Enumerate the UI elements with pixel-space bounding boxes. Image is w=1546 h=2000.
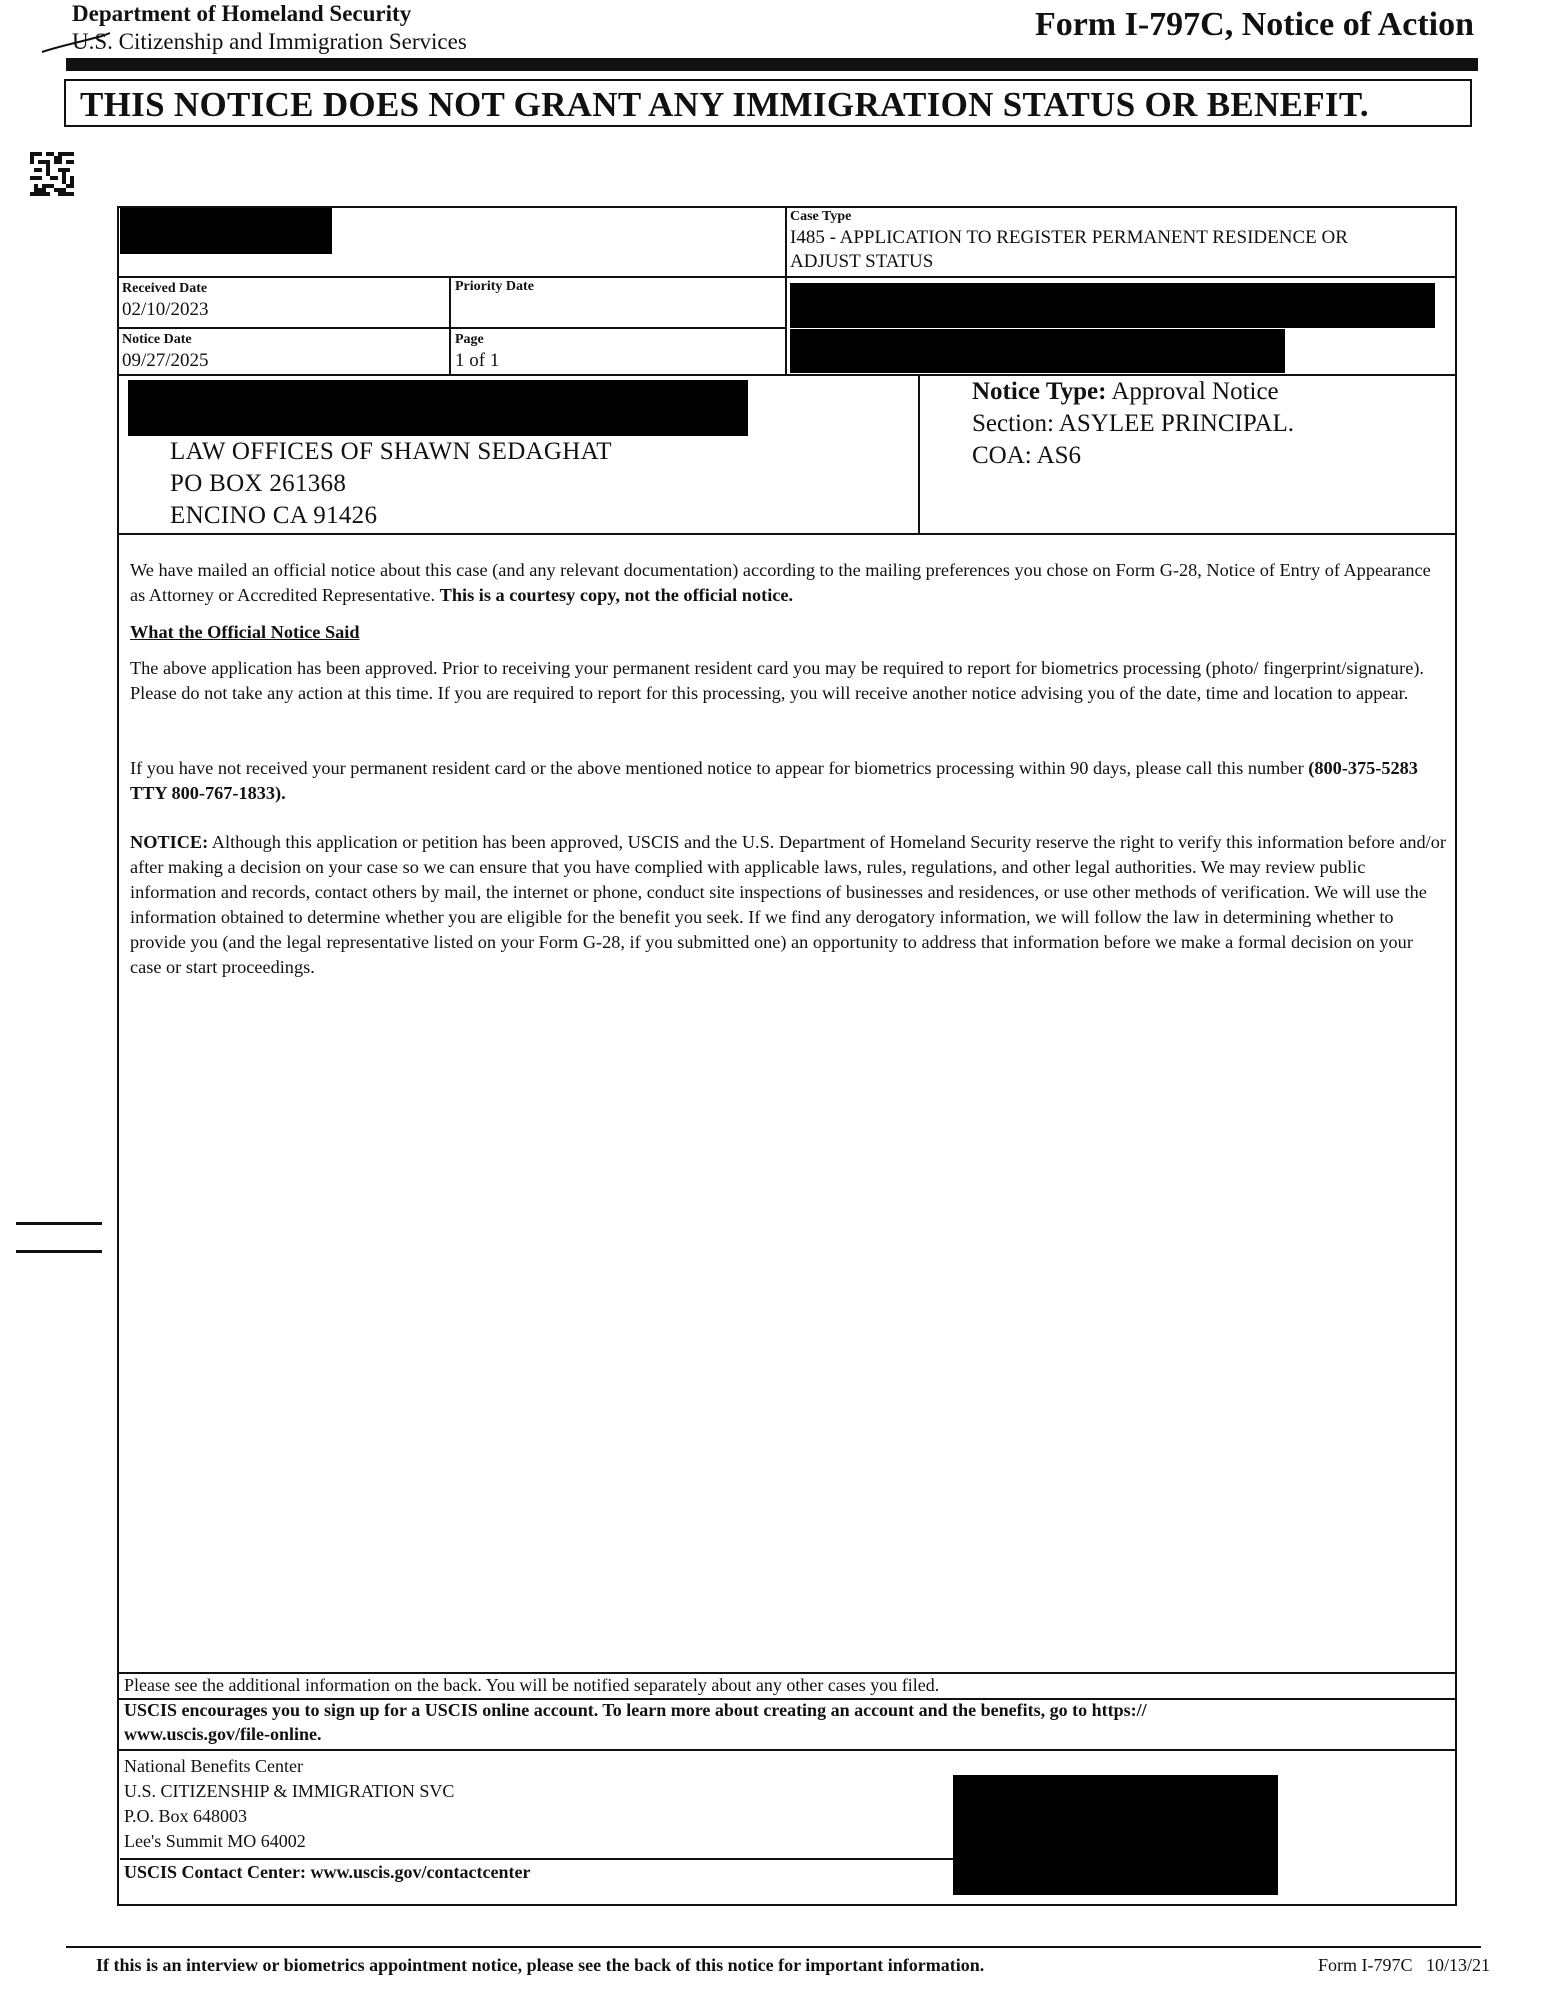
grid-line <box>117 533 1457 535</box>
notice-section: Section: ASYLEE PRINCIPAL. <box>972 410 1295 437</box>
grid-line <box>449 276 451 376</box>
online-account-line2: www.uscis.gov/file-online. <box>124 1724 322 1744</box>
notice-date-label: Notice Date <box>122 332 192 347</box>
notice-type <box>972 376 1279 408</box>
office-line4: Lee's Summit MO 64002 <box>124 1831 306 1851</box>
office-line2: U.S. CITIZENSHIP & IMMIGRATION SVC <box>124 1781 455 1801</box>
grid-line <box>785 206 787 376</box>
redacted-block <box>790 329 1285 373</box>
addressee-line3: ENCINO CA 91426 <box>170 502 378 529</box>
form-title: Form I-797C, Notice of Action <box>1034 6 1474 43</box>
barcode-icon <box>30 152 74 196</box>
header-rule <box>66 58 1478 71</box>
page-label: Page <box>455 332 484 347</box>
margin-mark <box>16 1222 102 1225</box>
redacted-block <box>128 380 748 436</box>
redacted-block <box>790 283 1435 328</box>
case-type-line2: ADJUST STATUS <box>790 251 934 272</box>
card-paragraph <box>130 756 1446 806</box>
grid-line <box>117 327 787 329</box>
footer-rule <box>66 1946 1481 1948</box>
notice-paragraph <box>130 830 1446 980</box>
received-date-label: Received Date <box>122 281 208 296</box>
card-text: If you have not received your permanent resident card or the above mentioned notice to appear for biometrics processing within 90 days, please call this number <box>130 758 1304 778</box>
contact-center: USCIS Contact Center: www.uscis.gov/contactcenter <box>124 1862 531 1882</box>
notice-type-label: Notice Type: <box>972 378 1107 405</box>
agency-name: Department of Homeland Security <box>72 1 412 26</box>
addressee-line2: PO BOX 261368 <box>170 470 347 497</box>
grid-line <box>785 276 1457 278</box>
courtesy-paragraph <box>130 558 1446 608</box>
notice-type-value: Approval Notice <box>1111 378 1279 405</box>
notice-text: Although this application or petition has been approved, USCIS and the U.S. Department of Homeland Security reserve the right to verify this information before and/or after making a decision on your case so we can ensure that you have complied with applicable laws, rules, regulations, and other legal authorities. We may review public information and records, contact others by mail, the internet or phone, conduct site inspections of businesses and residences, or use other methods of verification. We will use the information obtained to determine whether you are eligible for the benefit you seek. If we find any derogatory information, we will follow the law in determining whether to provide you (and the legal representative listed on your Form G-28, if you submitted one) an opportunity to address that information before we make a formal decision on your case or start proceedings. <box>130 832 1446 977</box>
redacted-block <box>953 1775 1278 1895</box>
form-id: Form I-797C 10/13/21 <box>1317 1955 1490 1975</box>
office-line3: P.O. Box 648003 <box>124 1806 248 1826</box>
pen-strike-mark <box>40 30 120 56</box>
addressee-line1: LAW OFFICES OF SHAWN SEDAGHAT <box>170 438 612 465</box>
redacted-block <box>120 208 332 254</box>
office-line1: National Benefits Center <box>124 1756 303 1776</box>
received-date-value: 02/10/2023 <box>122 299 209 320</box>
case-type-label: Case Type <box>790 209 852 224</box>
case-type-line1: I485 - APPLICATION TO REGISTER PERMANENT RESIDENCE OR <box>790 227 1348 248</box>
notice-coa: COA: AS6 <box>972 442 1082 469</box>
footer-note: If this is an interview or biometrics appointment notice, please see the back of this notice for important information. <box>96 1955 985 1975</box>
approval-paragraph: The above application has been approved. Prior to receiving your permanent resident card you may be required to report for biometrics processing (photo/ fingerprint/signature). Please do not take any action at this time. If you are required to report for this processing, you will receive another notice advising you of the date, time and location to appear. <box>130 658 1424 703</box>
courtesy-bold: This is a courtesy copy, not the official notice. <box>439 585 794 605</box>
notice-date-value: 09/27/2025 <box>122 350 209 371</box>
additional-info: Please see the additional information on the back. You will be notified separately about any other cases you filed. <box>124 1675 940 1695</box>
courtesy-text: We have mailed an official notice about this case (and any relevant documentation) according to the mailing preferences you chose on Form G-28, Notice of Entry of Appearance as Attorney or Accredited Representative. <box>130 560 1431 605</box>
notice-bold: NOTICE: <box>130 832 209 852</box>
grid-line <box>117 1749 1457 1751</box>
grid-line <box>117 276 787 278</box>
status-banner: THIS NOTICE DOES NOT GRANT ANY IMMIGRATION STATUS OR BENEFIT. <box>64 79 1472 127</box>
subagency-name: U.S. Citizenship and Immigration Services <box>72 29 467 54</box>
section-heading: What the Official Notice Said <box>130 622 360 642</box>
page-value: 1 of 1 <box>455 350 500 371</box>
online-account-line1: USCIS encourages you to sign up for a USCIS online account. To learn more about creating an account and the benefits, go to https:// <box>124 1700 1147 1720</box>
margin-mark <box>16 1250 102 1253</box>
grid-line <box>918 376 920 534</box>
priority-date-label: Priority Date <box>455 279 534 294</box>
phone-numbers: (800-375-5283 TTY 800-767-1833). <box>130 758 1418 803</box>
